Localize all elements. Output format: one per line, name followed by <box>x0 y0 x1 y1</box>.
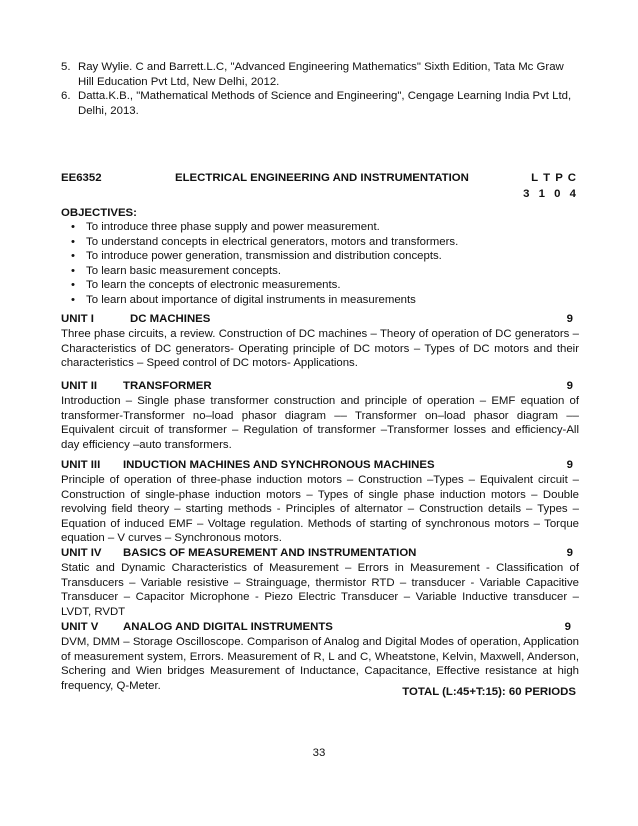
unit-heading <box>61 620 579 634</box>
unit-title: INDUCTION MACHINES AND SYNCHRONOUS MACHINES <box>123 459 435 471</box>
objective-text: To understand concepts in electrical generators, motors and transformers. <box>86 235 459 248</box>
unit-title: TRANSFORMER <box>123 380 212 392</box>
unit-heading <box>61 312 579 326</box>
ltpc-values: 3 1 0 4 <box>523 188 579 200</box>
bullet-icon: • <box>71 221 75 233</box>
unit-title: DC MACHINES <box>130 313 211 325</box>
unit-section <box>61 458 579 546</box>
unit-section <box>61 546 579 619</box>
unit-hours: 9 <box>566 459 573 471</box>
page-number: 33 <box>312 747 326 759</box>
course-code: EE6352 <box>61 172 102 184</box>
objective-item <box>61 264 579 279</box>
unit-hours: 9 <box>564 621 571 633</box>
unit-number: UNIT II <box>61 380 98 392</box>
unit-section <box>61 312 579 371</box>
bullet-icon: • <box>71 293 75 306</box>
unit-body: Introduction – Single phase transformer construction and principle of operation – EMF equation of transformer-Transformer no–load phasor diagram –– Transformer on–load phasor diagram –– Equivalent circuit of transformer – Regulation of transformer –Transformer losses and efficiency-All day efficiency –auto transformers. <box>61 395 579 451</box>
reference-text: Datta.K.B., "Mathematical Methods of Science and Engineering", Cengage Learning India Pvt Ltd, Delhi, 2013. <box>78 90 572 117</box>
bullet-icon: • <box>71 279 75 292</box>
reference-item <box>61 60 579 89</box>
references-block <box>61 60 579 118</box>
unit-body: Principle of operation of three-phase induction motors – Construction –Types – Equivalent circuit – Construction of single-phase induction motors – Types of single phase induction motors – Double revolving field theory – starting methods - Principles of alternator – Construction details – Types – Equation of induced EMF – Voltage regulation. Methods of starting of synchronous motors – Torque equation – V curves – Synchronous motors. <box>61 474 579 545</box>
unit-body: DVM, DMM – Storage Oscilloscope. Comparison of Analog and Digital Modes of operation, Application of measurement system, Errors. Measurement of R, L and C, Wheatstone, Kelvin, Maxwell, Anderson, Schering and Wien bridges Measurement of Inductance, Capacitance, Effective resistance at high frequency, Q-Meter. <box>61 636 579 692</box>
reference-number: 6. <box>61 90 71 103</box>
objectives-list <box>61 220 579 308</box>
unit-body: Static and Dynamic Characteristics of Measurement – Errors in Measurement - Classification of Transducers – Variable resistive – Strainguage, thermistor RTD – transducer - Variable Capacitive Transducer – Capacitor Microphone - Piezo Electric Transducer – Variable Inductive transducer – LVDT, RVDT <box>61 562 579 618</box>
bullet-icon: • <box>71 264 75 277</box>
objective-text: To learn basic measurement concepts. <box>86 264 282 277</box>
objective-text: To learn the concepts of electronic measurements. <box>86 279 341 292</box>
reference-number: 5. <box>61 61 71 73</box>
objective-text: To learn about importance of digital instruments in measurements <box>86 293 416 306</box>
unit-title: ANALOG AND DIGITAL INSTRUMENTS <box>123 621 333 633</box>
objectives-heading: OBJECTIVES: <box>61 207 137 219</box>
objective-item <box>61 220 579 235</box>
total-periods: TOTAL (L:45+T:15): 60 PERIODS <box>402 686 576 698</box>
reference-text: Ray Wylie. C and Barrett.L.C, "Advanced Engineering Mathematics" Sixth Edition, Tata Mc Graw Hill Education Pvt Ltd, New Delhi, 2012. <box>78 61 564 88</box>
course-title: ELECTRICAL ENGINEERING AND INSTRUMENTATION <box>175 172 469 184</box>
objective-item <box>61 235 579 250</box>
objective-item <box>61 293 579 308</box>
bullet-icon: • <box>71 235 75 248</box>
reference-list <box>61 60 579 118</box>
unit-number: UNIT III <box>61 459 101 471</box>
unit-heading <box>61 458 579 472</box>
objectives-section <box>61 206 579 308</box>
unit-number: UNIT I <box>61 313 94 325</box>
unit-number: UNIT V <box>61 621 99 633</box>
unit-heading <box>61 379 579 393</box>
unit-section <box>61 620 579 693</box>
unit-hours: 9 <box>566 313 573 325</box>
ltpc-label: L T P C <box>531 172 577 184</box>
unit-body: Three phase circuits, a review. Construction of DC machines – Theory of operation of DC generators – Characteristics of DC generators- Operating principle of DC motors – Types of DC motors and their characteristics – Speed control of DC motors- Applications. <box>61 328 579 370</box>
objective-item <box>61 278 579 293</box>
objective-text: To introduce three phase supply and power measurement. <box>86 221 380 233</box>
objective-text: To introduce power generation, transmission and distribution concepts. <box>86 250 442 263</box>
objective-item <box>61 249 579 264</box>
unit-heading <box>61 546 579 560</box>
bullet-icon: • <box>71 250 75 263</box>
unit-title: BASICS OF MEASUREMENT AND INSTRUMENTATION <box>123 547 417 559</box>
unit-hours: 9 <box>566 380 573 392</box>
unit-hours: 9 <box>566 547 573 559</box>
unit-section <box>61 379 579 452</box>
unit-number: UNIT IV <box>61 547 102 559</box>
reference-item <box>61 89 579 118</box>
